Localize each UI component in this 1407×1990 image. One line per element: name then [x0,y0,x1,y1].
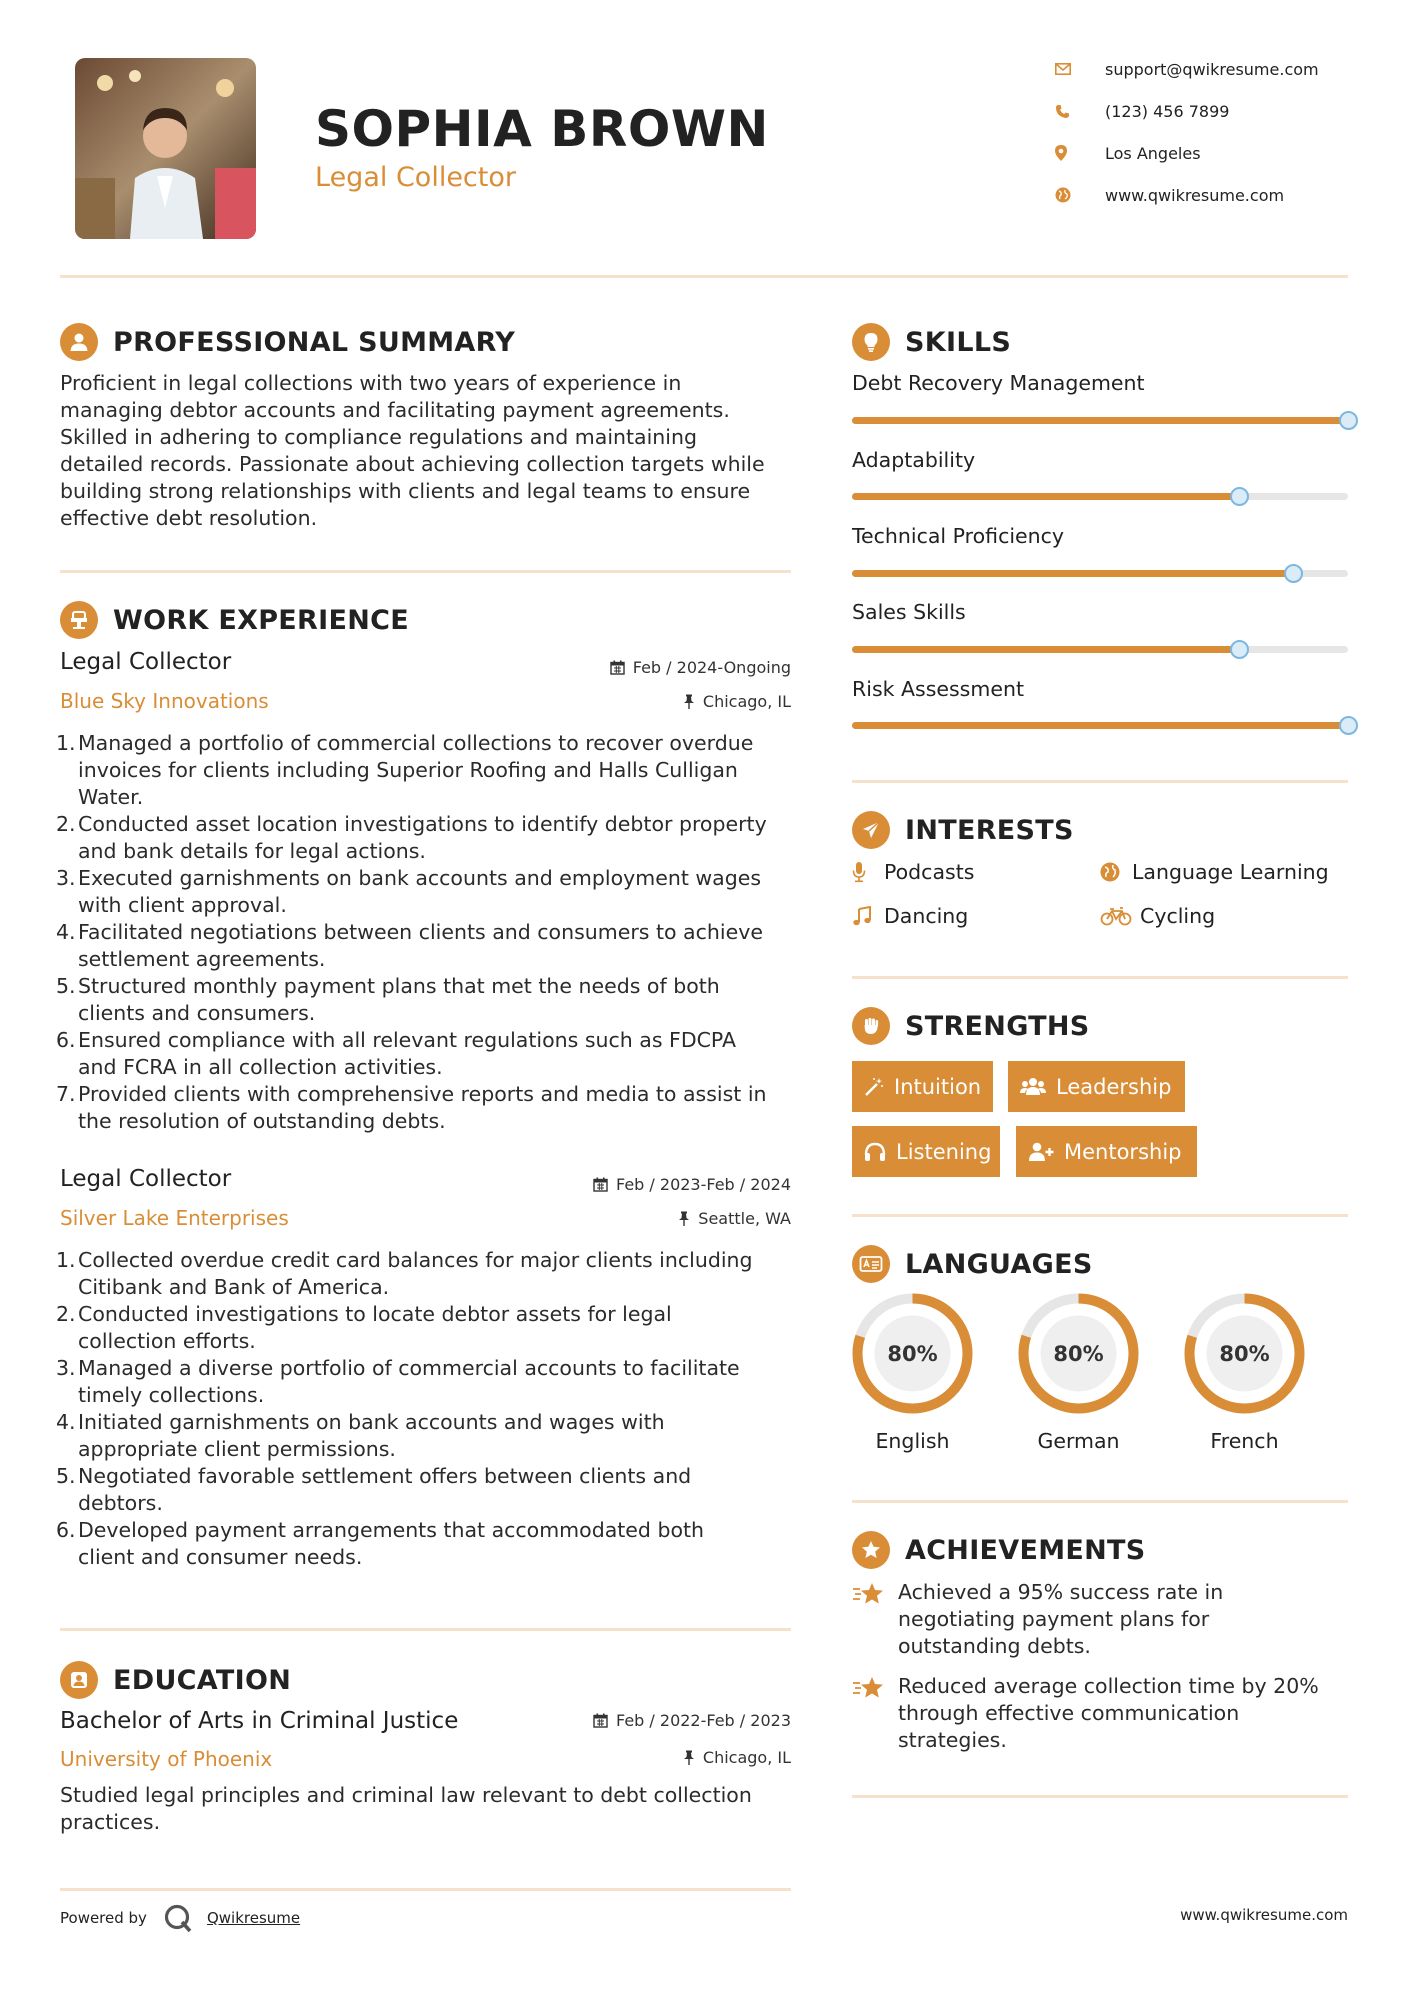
strength-label: Mentorship [1064,1139,1182,1164]
list-item: 4. Initiated garnishments on bank accounts and wages with appropriate client permissions. [56,1410,665,1461]
list-item: 5. Negotiated favorable settlement offers between clients and debtors. [56,1464,692,1515]
pushpin-icon [683,1750,695,1765]
summary-line: detailed records. Passionate about achieving collection targets while [60,452,765,476]
interest-label: Dancing [884,904,969,928]
skill-name: Debt Recovery Management [852,371,1145,395]
list-item: 5. Structured monthly payment plans that met the needs of both clients and consumers. [56,974,720,1025]
job-1-company: Blue Sky Innovations [60,689,269,713]
job-1-title: Legal Collector [60,649,232,675]
list-item: 2. Conducted asset location investigations to identify debtor property and bank details for legal actions. [56,812,767,863]
candidate-name: SOPHIA BROWN [315,100,769,158]
strengths-title: STRENGTHS [905,1010,1090,1042]
experience-title: WORK EXPERIENCE [113,604,409,636]
interest-label: Podcasts [884,860,975,884]
list-item: 7. Provided clients with comprehensive reports and media to assist in the resolution of outstanding debts. [56,1082,767,1133]
strength-leadership [1008,1061,1185,1112]
skill-bar-knob [1230,640,1249,659]
education-description: Studied legal principles and criminal law relevant to debt collection practices. [60,1783,752,1834]
list-item: 2. Conducted investigations to locate debtor assets for legal collection efforts. [56,1302,672,1353]
header-divider [60,275,1348,278]
skills-heading [852,323,1011,361]
contact-email[interactable] [1055,57,1319,81]
summary-line: Skilled in adhering to compliance regulations and maintaining [60,425,697,449]
skill-bar [852,646,1348,653]
skill-bar-fill [852,646,1239,653]
summary-text [60,370,810,532]
user-plus-icon [1028,1142,1054,1162]
interest-label: Language Learning [1132,860,1329,884]
user-icon [60,323,98,361]
languages-divider [852,1500,1348,1503]
language-ring-english [850,1291,975,1416]
job-1-date-text: Feb / 2024-Ongoing [632,658,791,677]
contact-location [1055,141,1201,165]
list-item: 6. Ensured compliance with all relevant regulations such as FDCPA and FCRA in all collection activities. [56,1028,736,1079]
language-ring-german [1016,1291,1141,1416]
interest-dancing [852,904,968,928]
strength-label: Leadership [1056,1074,1172,1099]
achievement-item: Achieved a 95% success rate in negotiating payment plans for outstanding debts. [852,1579,1332,1660]
language-name: French [1210,1429,1279,1453]
candidate-title: Legal Collector [315,162,516,193]
headphones-icon [864,1142,886,1162]
briefcase-icon [60,601,98,639]
education-location [683,1748,791,1767]
calendar-icon [593,1177,608,1192]
skill-bar-fill [852,722,1348,729]
strength-intuition [852,1061,993,1112]
calendar-icon [610,660,625,675]
skill-name: Technical Proficiency [852,524,1065,548]
magic-wand-icon [864,1077,884,1097]
powered-by [60,1903,300,1933]
summary-heading [60,323,515,361]
skill-bar-fill [852,417,1348,424]
interests-heading [852,811,1074,849]
language-percent: 80% [887,1342,938,1366]
skill-bar-fill [852,570,1293,577]
education-location-text: Chicago, IL [702,1748,791,1767]
job-2-title: Legal Collector [60,1166,232,1192]
pushpin-icon [683,694,695,709]
job-1-location [683,692,791,711]
summary-title: PROFESSIONAL SUMMARY [113,326,516,358]
paper-plane-icon [852,811,890,849]
skill-name: Risk Assessment [852,677,1024,701]
job-1-bullets [56,730,800,1135]
job-2-location-text: Seattle, WA [698,1209,791,1228]
degree-title: Bachelor of Arts in Criminal Justice [60,1708,459,1734]
list-item: 3. Managed a diverse portfolio of commercial accounts to facilitate timely collections. [56,1356,740,1407]
fist-icon [852,1007,890,1045]
strengths-heading [852,1007,1090,1045]
job-2-company: Silver Lake Enterprises [60,1206,289,1230]
star-icon [852,1579,898,1660]
job-2-bullets [56,1247,800,1571]
school-name: University of Phoenix [60,1747,273,1771]
users-icon [1020,1077,1046,1097]
skill-bar [852,722,1348,729]
microphone-icon [852,861,878,883]
achievements-divider [852,1795,1348,1798]
skill-bar-knob [1230,487,1249,506]
summary-line: building strong relationships with clients and legal teams to ensure [60,479,751,503]
language-name: German [1037,1429,1120,1453]
job-2-date-text: Feb / 2023-Feb / 2024 [616,1175,791,1194]
globe-icon [1100,862,1126,882]
contact-website[interactable] [1055,183,1284,207]
skill-bar [852,493,1348,500]
interests-divider [852,976,1348,979]
powered-by-label: Powered by [60,1909,147,1927]
skill-name: Sales Skills [852,600,966,624]
skill-bar-knob [1339,716,1358,735]
language-name: English [875,1429,950,1453]
education-title: EDUCATION [113,1664,292,1696]
skill-bar [852,417,1348,424]
interest-cycling [1100,904,1215,928]
qwikresume-logo-icon [163,1903,193,1933]
experience-heading [60,601,409,639]
language-percent: 80% [1053,1342,1104,1366]
star-badge-icon [852,1531,890,1569]
qwikresume-link[interactable]: Qwikresume [206,1909,301,1927]
map-pin-icon [1055,143,1085,163]
skills-divider [852,780,1348,783]
language-ring-french [1182,1291,1307,1416]
skill-bar [852,570,1348,577]
job-1-date [610,658,791,677]
phone-icon [1055,101,1085,121]
languages-heading [852,1245,1093,1283]
achievements-title: ACHIEVEMENTS [905,1534,1146,1566]
globe-icon [1055,185,1085,205]
skill-bar-knob [1339,411,1358,430]
contact-phone[interactable] [1055,99,1229,123]
achievement-item: Reduced average collection time by 20% through effective communication strategies. [852,1673,1332,1754]
summary-divider [60,570,791,573]
interests-title: INTERESTS [905,814,1074,846]
education-date [593,1711,791,1730]
list-item: 4. Facilitated negotiations between clients and consumers to achieve settlement agreements. [56,920,763,971]
pushpin-icon [678,1211,690,1226]
list-item: 3. Executed garnishments on bank accounts and employment wages with client approval. [56,866,762,917]
lightbulb-icon [852,323,890,361]
interest-label: Cycling [1140,904,1216,928]
interest-language-learning [1100,860,1329,884]
summary-line: Proficient in legal collections with two years of experience in [60,371,682,395]
job-2-date [593,1175,791,1194]
list-item: 1. Collected overdue credit card balances for major clients including Citibank and Bank of America. [56,1248,753,1299]
strength-mentorship [1016,1126,1197,1177]
star-icon [852,1673,898,1754]
summary-line: effective debt resolution. [60,506,318,530]
graduation-icon [60,1661,98,1699]
contact-email-text: support@qwikresume.com [1105,59,1319,79]
skills-title: SKILLS [905,326,1012,358]
strength-label: Intuition [894,1074,982,1099]
interest-podcasts [852,860,974,884]
strengths-divider [852,1214,1348,1217]
contact-phone-text: (123) 456 7899 [1105,101,1230,121]
skill-bar-knob [1284,564,1303,583]
contact-website-text: www.qwikresume.com [1105,185,1285,205]
envelope-icon [1055,59,1085,79]
job-1-location-text: Chicago, IL [702,692,791,711]
experience-divider [60,1628,791,1631]
education-heading [60,1661,291,1699]
language-card-icon [852,1245,890,1283]
skill-bar-fill [852,493,1239,500]
contact-location-text: Los Angeles [1105,143,1201,163]
profile-photo [75,58,256,239]
job-2-location [678,1209,791,1228]
list-item: 6. Developed payment arrangements that accommodated both client and consumer needs. [56,1518,705,1569]
calendar-icon [593,1713,608,1728]
footer-website[interactable]: www.qwikresume.com [1180,1906,1348,1924]
languages-title: LANGUAGES [905,1248,1093,1280]
strength-label: Listening [896,1139,992,1164]
music-note-icon [852,906,878,926]
achievements-heading [852,1531,1146,1569]
footer-divider [60,1888,791,1891]
bicycle-icon [1100,906,1134,926]
list-item: 1. Managed a portfolio of commercial collections to recover overdue invoices for clients including Superior Roofing and Halls Culligan Water. [56,731,754,809]
strength-listening [852,1126,1000,1177]
education-date-text: Feb / 2022-Feb / 2023 [616,1711,791,1730]
skill-name: Adaptability [852,448,976,472]
summary-line: managing debtor accounts and facilitating payment agreements. [60,398,730,422]
language-percent: 80% [1219,1342,1270,1366]
